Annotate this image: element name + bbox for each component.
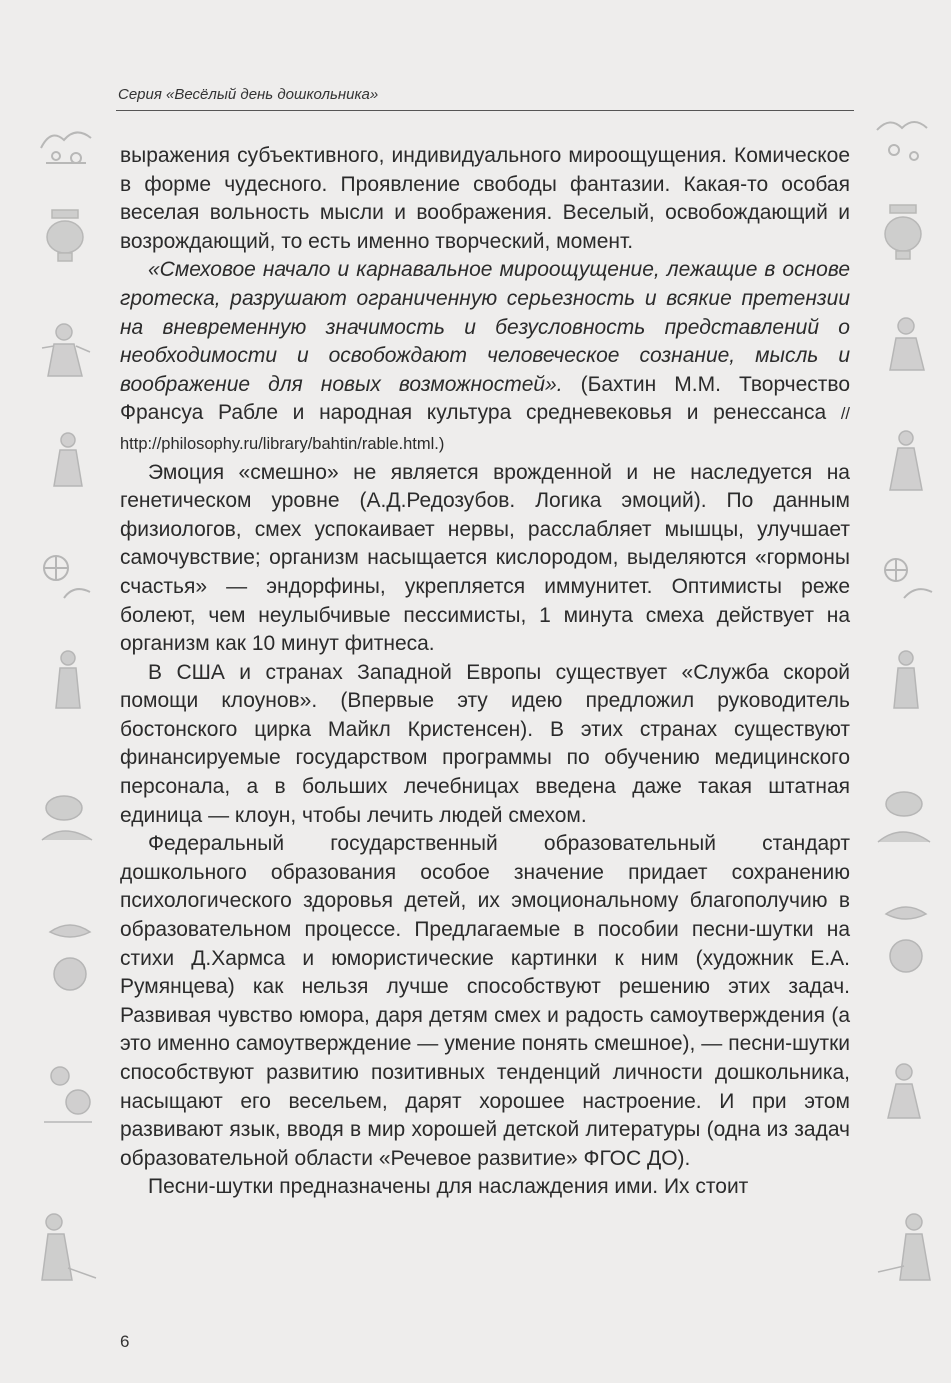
samovar-icon	[40, 205, 90, 265]
child-figure-icon	[38, 1062, 98, 1128]
bird-icon	[876, 900, 936, 980]
paragraph: Федеральный государственный образовательный стандарт дошкольного образования особое значение придает сохранению психологического здоровья детей, их эмоциональному благополучию в образовательном процессе. Предлагаемые в пособии песни-шутки на стихи Д.Хармса и юмористические картинки к ним (художник Е.А. Румянцева) как нельзя лучше способствуют решению этих задач. Развивая чувство юмора, даря детям смех и радость самоутверждения (а это именно самоутверждение — умение понять смешное), — песни-шутки способствуют развитию позитивных тенденций личности дошкольника, насыщают его весельем, дарят хорошее настроение. И при этом развивают язык, вводя в мир хорошей детской литературы (одна из задач образовательной области «Речевое развитие» ФГОС ДО).	[120, 832, 850, 1170]
quote-paragraph	[120, 256, 850, 458]
body-text	[120, 142, 850, 1202]
child-figure-icon	[878, 428, 934, 494]
citation-url: // http://philosophy.ru/library/bahtin/rable.html.)	[120, 405, 850, 453]
jester-icon	[876, 312, 938, 374]
seated-figure-icon	[34, 1208, 100, 1288]
paragraph: В США и странах Западной Европы существует «Служба скорой помощи клоунов». (Впервые эту идею предложил руководитель бостонского цирка Майкл Кристенсен). В этих странах существуют финансируемые государством программы по обучению медицинского персонала, а в больших лечебницах введена даже такая штатная единица — клоун, чтобы лечить людей смехом.	[120, 660, 850, 827]
paragraph: Песни-шутки предназначены для наслаждения ими. Их стоит	[148, 1175, 749, 1199]
bird-icon	[40, 918, 100, 998]
header-rule	[116, 110, 854, 111]
wheel-icon	[874, 552, 936, 608]
paragraph: выражения субъективного, индивидуального мироощущения. Комическое в форме чудесного. Проявление свободы фантазии. Какая-то особая веселая вольность мысли и воображения. Веселый, освобождающий и возрождающий, то есть именно творческий, момент.	[120, 144, 850, 253]
series-header: Серия «Весёлый день дошкольника»	[118, 86, 379, 103]
bird-icon	[36, 118, 96, 168]
horse-icon	[872, 786, 936, 852]
seated-figure-icon	[874, 1208, 940, 1288]
citation-text: (Бахтин М.М. Творчество Франсуа Рабле и народная культура средневековья и ренессанса	[120, 372, 850, 425]
samovar-icon	[878, 200, 928, 264]
walking-figure-icon	[42, 648, 92, 710]
dancer-icon	[876, 1060, 932, 1122]
page-number: 6	[120, 1332, 130, 1351]
child-figure-icon	[40, 430, 96, 490]
paragraph: Эмоция «смешно» не является врожденной и не наследуется на генетическом уровне (А.Д.Редозубов. Логика эмоций). По данным физиологов, смех успокаивает нервы, расслабляет мышцы, улучшает самочувствие; организм насыщается кислородом, выделяются «гормоны счастья» — эндорфины, укрепляется иммунитет. Оптимисты реже болеют, чем неулыбчивые пессимисты, 1 минута смеха действует на организм как 10 минут фитнеса.	[120, 460, 850, 656]
horse-icon	[34, 788, 98, 850]
jester-icon	[34, 318, 96, 380]
quote-text: «Смеховое начало и карнавальное мироощущение, лежащие в основе гротеска, разрушают ограниченную серьезность и всякие претензии на вневременную значимость и безусловность представлений о необходимости и освобождают человеческое сознание, мысль и воображение для новых возможностей».	[120, 258, 850, 396]
wheel-icon	[34, 548, 96, 610]
walking-figure-icon	[880, 648, 930, 710]
bird-icon	[872, 112, 932, 172]
